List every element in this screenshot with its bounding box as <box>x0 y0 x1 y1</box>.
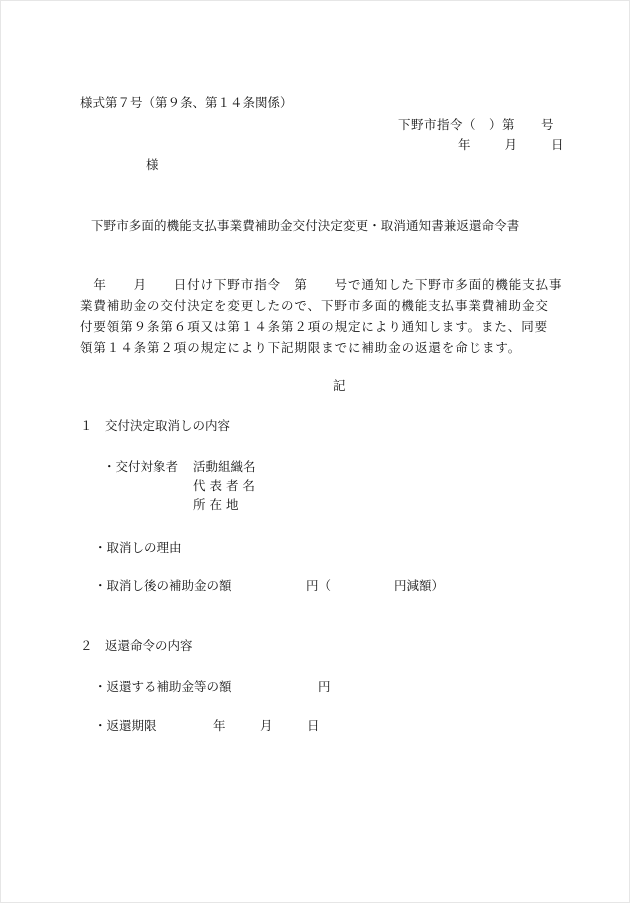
section-2-heading: ２ 返還命令の内容 <box>80 638 193 653</box>
deadline-year: 年 <box>213 718 226 733</box>
yen-reduction: 円減額） <box>394 578 445 593</box>
org-name-label: 活動組織名 <box>193 459 256 474</box>
ki-marker: 記 <box>333 378 346 393</box>
body-line-1: 年 月 日付け下野市指令 第 号で通知した下野市多面的機能支払事 <box>80 277 563 292</box>
post-cancel-amount-label: ・取消し後の補助金の額 <box>94 578 232 593</box>
return-deadline-label: ・返還期限 <box>94 718 157 733</box>
addressee: 様 <box>146 157 159 172</box>
recipient-label: ・交付対象者 <box>103 459 179 474</box>
body-line-2: 業費補助金の交付決定を変更したので、下野市多面的機能支払事業費補助金交 <box>80 298 549 313</box>
address-label: 所 在 地 <box>193 497 239 512</box>
form-number: 様式第７号（第９条、第１４条関係） <box>80 95 293 110</box>
yen-open: 円（ <box>306 578 332 593</box>
representative-label: 代 表 者 名 <box>193 478 255 493</box>
document-title: 下野市多面的機能支払事業費補助金交付決定変更・取消通知書兼返還命令書 <box>91 218 520 233</box>
body-line-4: 領第１４条第２項の規定により下記期限までに補助金の返還を命じます。 <box>80 340 522 355</box>
document-number: 下野市指令（ ）第 号 <box>398 117 555 132</box>
deadline-month: 月 <box>260 718 273 733</box>
return-amount-label: ・返還する補助金等の額 <box>94 679 232 694</box>
section-1-heading: １ 交付決定取消しの内容 <box>80 418 231 433</box>
deadline-day: 日 <box>307 718 320 733</box>
body-line-3: 付要領第９条第６項又は第１４条第２項の規定により通知します。また、同要 <box>80 319 549 334</box>
issue-date: 年 月 日 <box>458 137 567 152</box>
cancel-reason-label: ・取消しの理由 <box>94 540 182 555</box>
return-yen: 円 <box>318 679 331 694</box>
